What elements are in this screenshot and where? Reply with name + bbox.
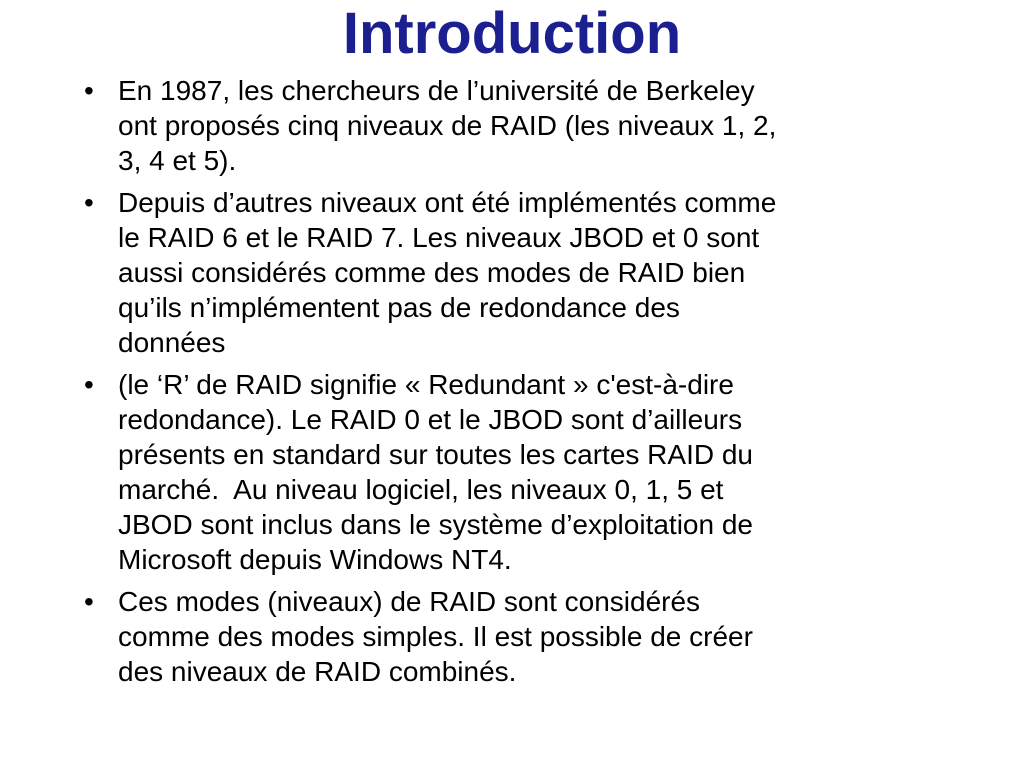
bullet-line: 3, 4 et 5). — [118, 145, 237, 176]
bullet-line: JBOD sont inclus dans le système d’exploitation de — [118, 509, 753, 540]
bullet-line: aussi considérés comme des modes de RAID bien — [118, 257, 746, 288]
bullet-line: des niveaux de RAID combinés. — [118, 656, 517, 687]
bullet-line: Ces modes (niveaux) de RAID sont considérés — [118, 586, 701, 617]
bullet-line: En 1987, les chercheurs de l’université de Berkeley — [118, 75, 755, 106]
slide-title: Introduction — [342, 1, 682, 66]
bullet-item — [84, 185, 944, 360]
bullet-icon: • — [84, 586, 94, 617]
bullet-item — [84, 367, 944, 577]
bullet-text — [118, 185, 944, 360]
bullet-line: marché. Au niveau logiciel, les niveaux 0, 1, 5 et — [118, 474, 724, 505]
bullet-line: présents en standard sur toutes les cartes RAID du — [118, 439, 753, 470]
bullet-item — [84, 584, 944, 689]
bullet-list — [84, 73, 944, 696]
bullet-text — [118, 367, 944, 577]
bullet-icon: • — [84, 75, 94, 106]
bullet-text — [118, 73, 944, 178]
bullet-line: qu’ils n’implémentent pas de redondance des — [118, 292, 680, 323]
bullet-line: Microsoft depuis Windows NT4. — [118, 544, 512, 575]
bullet-icon: • — [84, 369, 94, 400]
bullet-line: ont proposés cinq niveaux de RAID (les niveaux 1, 2, — [118, 110, 777, 141]
bullet-icon: • — [84, 187, 94, 218]
bullet-text — [118, 584, 944, 689]
bullet-line: (le ‘R’ de RAID signifie « Redundant » c'est-à-dire — [118, 369, 734, 400]
bullet-line: le RAID 6 et le RAID 7. Les niveaux JBOD et 0 sont — [118, 222, 760, 253]
bullet-line: redondance). Le RAID 0 et le JBOD sont d’ailleurs — [118, 404, 743, 435]
bullet-item — [84, 73, 944, 178]
bullet-line: comme des modes simples. Il est possible de créer — [118, 621, 753, 652]
bullet-line: Depuis d’autres niveaux ont été implémentés comme — [118, 187, 777, 218]
bullet-line: données — [118, 327, 226, 358]
